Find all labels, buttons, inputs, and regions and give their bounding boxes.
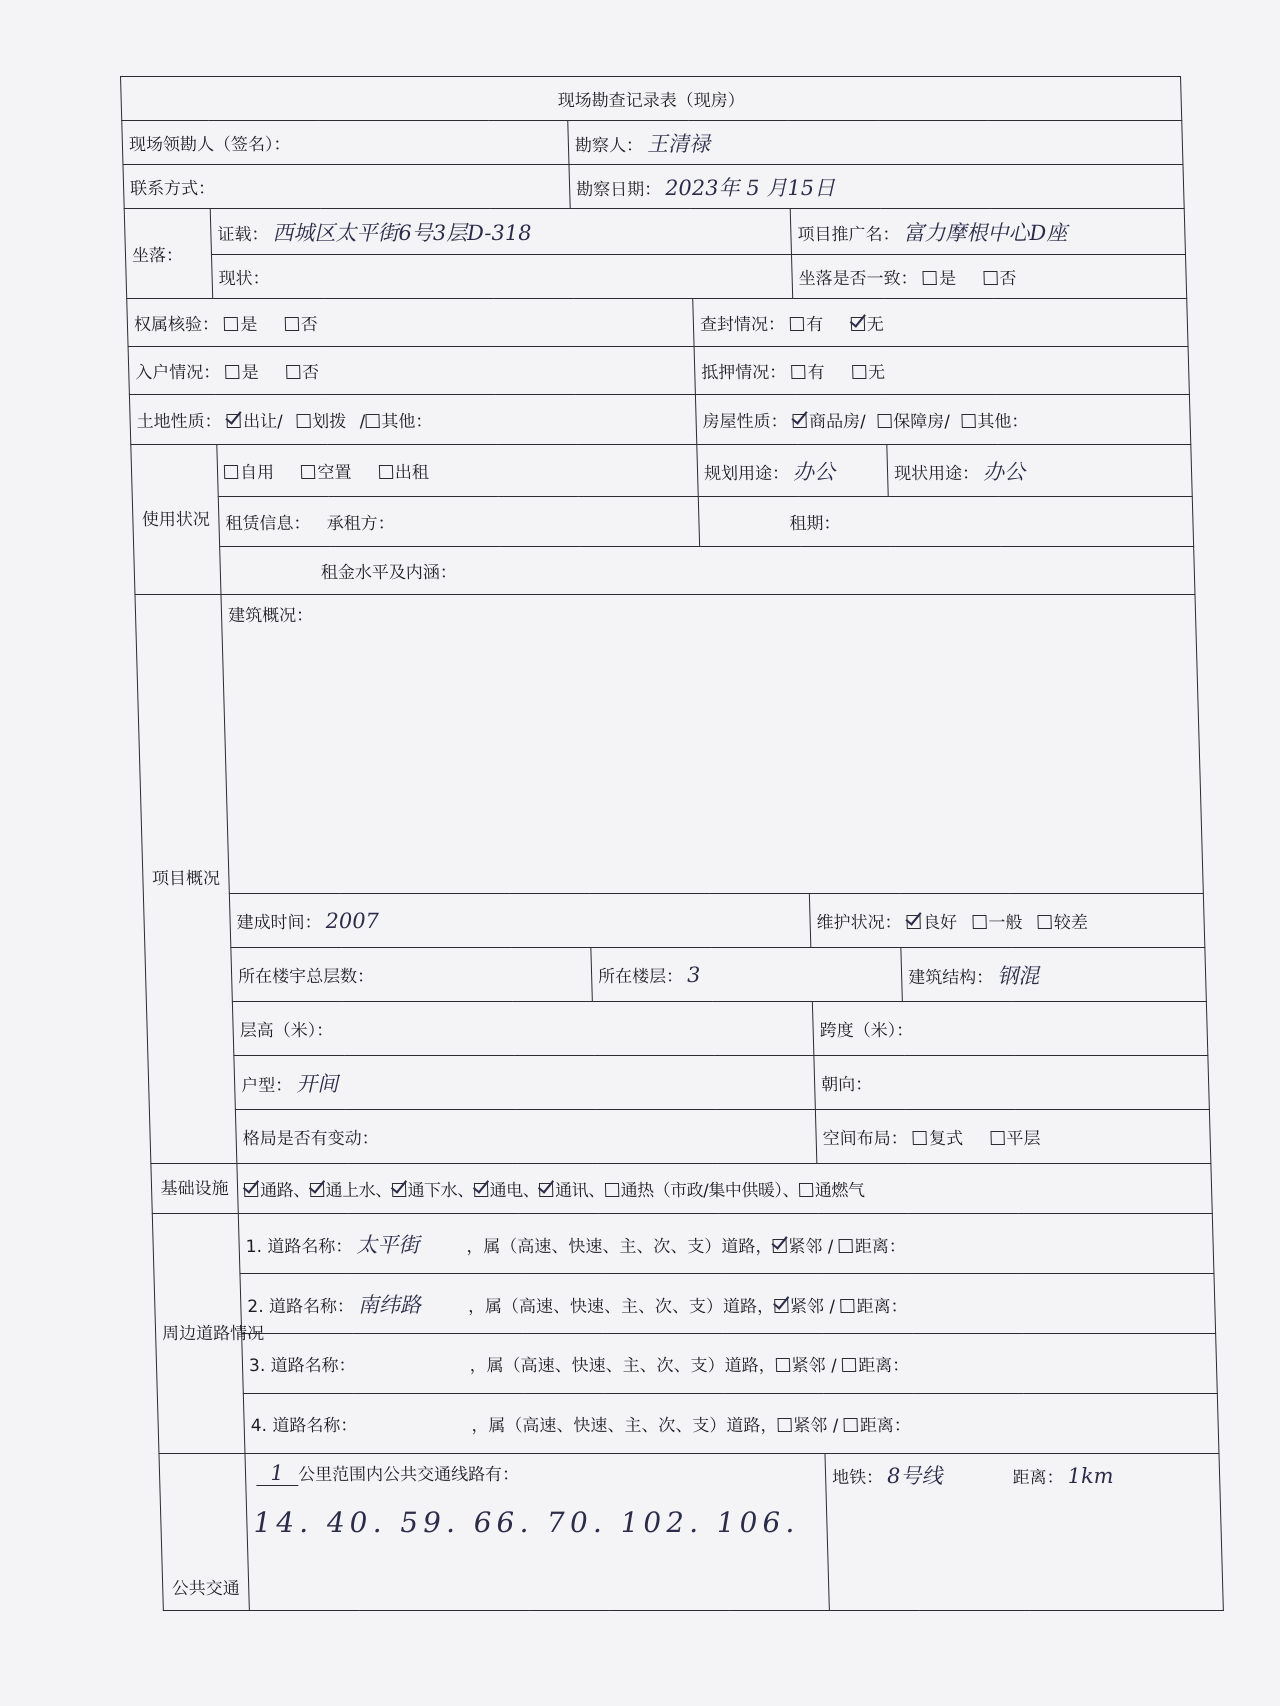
distance-value: 1km — [1067, 1464, 1114, 1488]
metro-field[interactable] — [825, 1454, 1223, 1611]
road-2-adjacent-checkbox-checked[interactable] — [774, 1299, 788, 1313]
entry-yes-checkbox[interactable] — [225, 365, 239, 379]
road-3-sep: / — [825, 1356, 843, 1376]
space-flat-checkbox[interactable] — [990, 1131, 1004, 1145]
maint-poor-checkbox[interactable] — [1038, 915, 1052, 929]
seizure-have-checkbox[interactable] — [790, 317, 804, 331]
seizure-label: 查封情况： — [699, 315, 786, 335]
road-row[interactable] — [243, 1394, 1219, 1454]
built-value: 2007 — [325, 909, 380, 933]
form-title: 现场勘查记录表（现房） — [121, 77, 1182, 121]
usage-side-label: 使用状况 — [131, 445, 221, 595]
infra-item-heating: 通热（市政/集中供暖）、 — [620, 1181, 800, 1201]
seizure-none-checkbox-checked[interactable] — [851, 317, 865, 331]
land-transfer-checkbox-checked[interactable] — [227, 414, 241, 428]
mortgage-none-checkbox[interactable] — [852, 365, 866, 379]
entry-no-checkbox[interactable] — [286, 365, 300, 379]
infra-item-road: 通路、 — [259, 1181, 310, 1201]
ownership-no-checkbox[interactable] — [285, 317, 299, 331]
consistent-yes-checkbox[interactable] — [923, 271, 937, 285]
road-3-distance-checkbox[interactable] — [842, 1358, 856, 1372]
ownership-no-label: 否 — [300, 315, 319, 335]
land-opt3-label: 其他： — [381, 412, 433, 432]
road-2-prefix: 2. 道路名称： — [247, 1296, 355, 1317]
land-field: 土地性质： 出让/ 划拨 / 其他： — [129, 395, 696, 445]
term-label: 租期： — [789, 514, 841, 534]
maint-good-checkbox-checked[interactable] — [907, 915, 921, 929]
mortgage-have-checkbox[interactable] — [791, 365, 805, 379]
current-label: 现状用途： — [893, 463, 980, 484]
facing-label: 朝向： — [820, 1075, 873, 1095]
land-allocation-checkbox[interactable] — [296, 414, 310, 428]
ownership-field — [127, 299, 694, 347]
floor-label: 所在楼层： — [597, 967, 684, 987]
road-3-dist: 距离： — [857, 1356, 910, 1376]
house-affordable-checkbox[interactable] — [877, 414, 891, 428]
date-label: 勘察日期： — [575, 179, 662, 200]
total-floors-field[interactable] — [231, 948, 593, 1002]
infra-item-gas: 通燃气 — [814, 1181, 865, 1201]
infra-water-supply-checkbox-checked[interactable] — [309, 1183, 323, 1197]
road-2-desc: ，属（高速、快速、主、次、支）道路， — [467, 1296, 775, 1317]
road-row[interactable] — [240, 1274, 1216, 1334]
entry-label: 入户情况： — [135, 363, 221, 383]
built-label: 建成时间： — [236, 913, 322, 933]
distance-label: 距离： — [1012, 1468, 1064, 1488]
cert-location-field[interactable] — [210, 209, 791, 255]
infra-heating-checkbox[interactable] — [604, 1183, 618, 1197]
infra-drainage-checkbox-checked[interactable] — [391, 1183, 405, 1197]
mortgage-have-label: 有 — [807, 363, 825, 383]
road-2-dist: 距离： — [856, 1296, 908, 1317]
contact-field[interactable] — [123, 165, 570, 209]
overview-label: 建筑概况： — [227, 606, 314, 626]
lease-term-field[interactable] — [698, 497, 1193, 547]
road-row[interactable] — [242, 1334, 1218, 1394]
land-opt2-label: 划拨 — [311, 412, 347, 432]
road-4-adjacent-checkbox[interactable] — [777, 1418, 791, 1432]
infra-item-power: 通电、 — [489, 1181, 540, 1201]
rent-field[interactable] — [220, 547, 1195, 595]
maintenance-field — [809, 894, 1205, 948]
infra-item-telecom: 通讯、 — [554, 1181, 605, 1201]
maint-opt2-label: 一般 — [988, 913, 1023, 933]
seizure-have-label: 有 — [806, 315, 824, 335]
road-1-adjacent-checkbox-checked[interactable] — [772, 1239, 786, 1253]
infra-telecom-checkbox-checked[interactable] — [539, 1183, 553, 1197]
current-use-field[interactable] — [887, 445, 1192, 497]
road-1-dist: 距离： — [854, 1236, 907, 1257]
span-label: 跨度（米）： — [819, 1021, 914, 1041]
contact-label: 联系方式： — [129, 179, 216, 199]
planned-use-field[interactable] — [697, 445, 888, 497]
road-3-adjacent-checkbox[interactable] — [775, 1358, 789, 1372]
road-4-desc: ，属（高速、快速、主、次、支）道路， — [471, 1416, 778, 1436]
house-commercial-checkbox-checked[interactable] — [793, 414, 807, 428]
mortgage-none-label: 无 — [867, 363, 886, 383]
infra-gas-checkbox[interactable] — [799, 1183, 813, 1197]
maint-opt3-label: 较差 — [1053, 913, 1089, 933]
current-value: 办公 — [982, 459, 1026, 484]
built-time-field[interactable] — [229, 894, 811, 948]
road-3-adj: 紧邻 — [791, 1356, 826, 1376]
project-side-label: 项目概况 — [135, 595, 237, 1164]
space-label: 空间布局： — [822, 1129, 908, 1149]
infra-item-water-supply: 通上水、 — [325, 1181, 392, 1201]
usage-opt3-label: 出租 — [394, 463, 430, 483]
road-1-prefix: 1. 道路名称： — [245, 1236, 353, 1257]
inspector-value: 王清禄 — [646, 131, 711, 156]
transit-radius-value: 1 — [256, 1461, 299, 1486]
seizure-none-label: 无 — [866, 315, 885, 335]
structure-value: 钢混 — [996, 963, 1040, 988]
maint-opt1-label: 良好 — [922, 913, 958, 933]
land-label: 土地性质： — [136, 412, 222, 432]
unit-type-field[interactable] — [234, 1056, 816, 1110]
date-field[interactable] — [569, 165, 1184, 209]
usage-rent-checkbox[interactable] — [379, 465, 393, 479]
structure-label: 建筑结构： — [907, 967, 994, 988]
consistent-no-label: 否 — [999, 269, 1017, 289]
consistent-no-checkbox[interactable] — [983, 271, 997, 285]
lead-inspector-label: 现场领勘人（签名）： — [128, 135, 291, 155]
metro-value: 8号线 — [886, 1464, 943, 1488]
space-layout-field — [815, 1110, 1211, 1164]
cert-label: 证载： — [217, 224, 269, 245]
lead-inspector-field[interactable] — [122, 121, 569, 165]
lease-info-field[interactable] — [218, 497, 699, 547]
maint-normal-checkbox[interactable] — [972, 915, 986, 929]
transit-side-label: 公共交通 — [159, 1454, 249, 1611]
road-2-distance-checkbox[interactable] — [840, 1299, 854, 1313]
bus-label: 公里范围内公共交通线路有： — [297, 1465, 520, 1485]
building-overview-field[interactable] — [221, 595, 1203, 894]
tenant-label: 承租方： — [326, 514, 396, 534]
space-duplex-checkbox[interactable] — [913, 1131, 927, 1145]
planned-value: 办公 — [792, 459, 836, 484]
road-2-name: 南纬路 — [357, 1292, 422, 1317]
infra-side-label: 基础设施 — [151, 1164, 238, 1214]
structure-field[interactable] — [901, 948, 1207, 1002]
project-label: 项目推广名： — [797, 224, 900, 245]
road-4-distance-checkbox[interactable] — [844, 1418, 858, 1432]
metro-label: 地铁： — [831, 1468, 884, 1488]
mortgage-label: 抵押情况： — [701, 363, 787, 383]
usage-opt2-label: 空置 — [317, 463, 352, 483]
road-2-sep: / — [823, 1296, 841, 1317]
floors-label: 所在楼宇总层数： — [237, 967, 375, 987]
lease-label: 租赁信息： — [225, 514, 311, 534]
type-label: 户型： — [240, 1075, 293, 1096]
usage-options — [217, 445, 698, 497]
entry-no-label: 否 — [301, 363, 320, 383]
planned-label: 规划用途： — [703, 463, 790, 484]
road-4-dist: 距离： — [859, 1416, 912, 1436]
road-1-sep: / — [822, 1236, 840, 1257]
space-opt2-label: 平层 — [1006, 1129, 1041, 1149]
consistent-label: 坐落是否一致： — [798, 269, 918, 289]
floor-value: 3 — [686, 963, 701, 987]
usage-vacant-checkbox[interactable] — [301, 465, 315, 479]
roads-side-label: 周边道路情况 — [152, 1214, 245, 1454]
ownership-label: 权属核验： — [133, 315, 220, 335]
entry-field — [128, 347, 695, 395]
road-1-desc: ，属（高速、快速、主、次、支）道路， — [466, 1236, 773, 1257]
ownership-yes-checkbox[interactable] — [224, 317, 238, 331]
house-label: 房屋性质： — [702, 412, 788, 432]
usage-opt1-label: 自用 — [239, 463, 275, 483]
road-3-prefix: 3. 道路名称： — [248, 1356, 356, 1376]
height-label: 层高（米）： — [239, 1021, 334, 1041]
house-opt2-label: 保障房/ — [892, 412, 951, 432]
maint-label: 维护状况： — [816, 913, 902, 933]
land-other-checkbox[interactable] — [365, 414, 379, 428]
span-field[interactable] — [812, 1002, 1208, 1056]
consistent-yes-label: 是 — [938, 269, 957, 289]
house-field — [695, 395, 1190, 445]
road-1-adj: 紧邻 — [788, 1236, 823, 1257]
road-1-name: 太平街 — [355, 1232, 420, 1257]
space-opt1-label: 复式 — [928, 1129, 964, 1149]
bus-lines-value: 14. 40. 59. 66. 70. 102. 106. — [252, 1506, 800, 1539]
road-2-adj: 紧邻 — [789, 1296, 825, 1317]
facing-field[interactable] — [814, 1056, 1210, 1110]
usage-self-checkbox[interactable] — [224, 465, 238, 479]
infra-road-checkbox-checked[interactable] — [244, 1183, 258, 1197]
entry-yes-label: 是 — [241, 363, 259, 383]
road-4-sep: / — [827, 1416, 845, 1436]
house-other-checkbox[interactable] — [961, 414, 975, 428]
inspector-label: 勘察人： — [574, 135, 644, 156]
project-name-field[interactable] — [790, 209, 1185, 255]
cert-value: 西城区太平街6号3层D-318 — [272, 220, 532, 245]
rent-label: 租金水平及内涵： — [320, 563, 458, 583]
layout-change-field[interactable] — [235, 1110, 817, 1164]
survey-form — [120, 76, 1226, 1706]
house-opt3-label: 其他： — [977, 412, 1029, 432]
floor-field[interactable] — [591, 948, 903, 1002]
inspector-field[interactable] — [568, 121, 1183, 165]
layout-change-label: 格局是否有变动： — [242, 1129, 379, 1149]
land-opt1-label: 出让/ — [242, 412, 284, 432]
infra-item-drainage: 通下水、 — [407, 1181, 474, 1201]
project-value: 富力摩根中心D座 — [903, 220, 1068, 245]
date-value: 2023年 5 月15日 — [664, 175, 836, 200]
floor-height-field[interactable] — [232, 1002, 814, 1056]
location-side-label: 坐落： — [124, 209, 213, 299]
road-3-desc: ，属（高速、快速、主、次、支）道路， — [469, 1356, 776, 1376]
house-opt1-label: 商品房/ — [808, 412, 867, 432]
road-1-distance-checkbox[interactable] — [839, 1239, 853, 1253]
ownership-yes-label: 是 — [240, 315, 258, 335]
road-row[interactable] — [238, 1214, 1214, 1274]
mortgage-field — [694, 347, 1189, 395]
type-value: 开间 — [295, 1071, 339, 1096]
seizure-field — [693, 299, 1188, 347]
road-4-prefix: 4. 道路名称： — [250, 1416, 358, 1436]
road-4-adj: 紧邻 — [793, 1416, 828, 1436]
actual-label: 现状： — [218, 269, 270, 289]
bus-lines-field[interactable] — [245, 1454, 829, 1611]
infra-options — [237, 1164, 1212, 1214]
consistent-field — [791, 255, 1186, 299]
infra-power-checkbox-checked[interactable] — [473, 1183, 487, 1197]
actual-location-field[interactable] — [211, 255, 792, 299]
